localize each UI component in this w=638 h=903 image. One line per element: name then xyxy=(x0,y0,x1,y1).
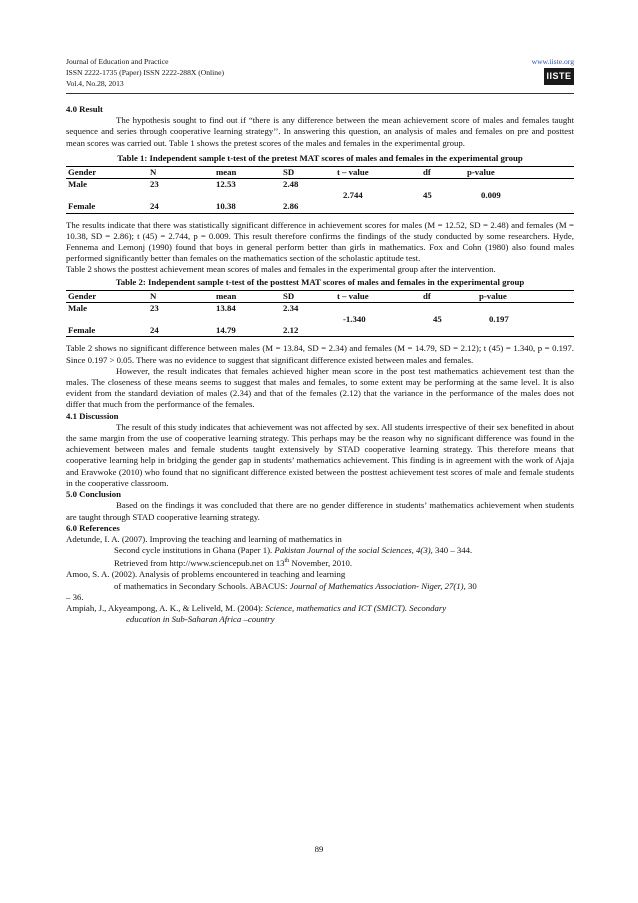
ref1-line2 xyxy=(66,545,574,556)
table-cell: 2.86 xyxy=(281,201,335,213)
ref1-line3 xyxy=(66,556,574,569)
journal-url-link[interactable]: www.iiste.org xyxy=(531,57,574,66)
table-row xyxy=(66,302,574,314)
table1-header-mean: mean xyxy=(214,166,281,178)
journal-name: Journal of Education and Practice xyxy=(66,57,169,66)
table1-caption: Table 1: Independent sample t-test of the pretest MAT scores of males and females in the experimental group xyxy=(117,152,523,163)
result-heading: 4.0 Result xyxy=(66,104,103,114)
table-cell: 14.79 xyxy=(214,325,281,337)
table2-header-df: df xyxy=(421,290,465,302)
table2-results-paragraph: Table 2 shows no significant difference between males (M = 13.84, SD = 2.34) and females (M = 14.79, SD = 2.12); t (45) = 1.340, p = 0.197. Since 0.197 > 0.05. There was no evidence to suggest that significant difference existed between males and females. xyxy=(66,343,574,365)
ref1-pages: 340 – 344. xyxy=(432,545,473,556)
page-header xyxy=(66,56,574,89)
table-row xyxy=(66,179,574,191)
reference-item xyxy=(66,603,574,625)
table1-df: 45 xyxy=(423,190,432,201)
table2-caption: Table 2: Independent sample t-test of the posttest MAT scores of males and females in the experimental group xyxy=(115,276,525,287)
table1-t-value: 2.744 xyxy=(343,190,363,201)
volume-text: Vol.4, No.28, 2013 xyxy=(66,79,124,88)
table-cell: 2.34 xyxy=(283,302,299,313)
table2-header-t-value: t – value xyxy=(335,290,421,302)
ref2-text: of mathematics in Secondary Schools. ABACUS: xyxy=(114,580,290,591)
ref2-journal: Journal of Mathematics Association- Niger, 27(1), xyxy=(289,580,466,591)
article-body xyxy=(66,104,574,625)
table2-header-mean: mean xyxy=(214,290,281,302)
results-paragraph: The results indicate that there was statistically significant difference in achievement scores for males (M = 12.52, SD = 2.48) and females (M = 10.38, SD = 2.86); t (45) = 2.744, p = 0.009. This result therefore confirms the findings of the study conducted by some researchers. Hyde, Fennema and Lemonj (1990) found that boys in general perform better than girls in mathematics. Fox and Cohn (1980) also found males performed significantly better than females on the mathematics section of the scholastic aptitude test. xyxy=(66,219,574,264)
table-cell: 13.84 xyxy=(216,302,236,313)
table-cell: 24 xyxy=(148,201,214,213)
iiste-logo: IISTE xyxy=(544,68,574,85)
ref3-authors: Ampiah, J., Akyeampong, A. K., & Leliveld, M. (2004): xyxy=(66,603,266,614)
table-cell: 23 xyxy=(150,302,159,313)
table2-t-value: -1.340 xyxy=(343,314,366,325)
ref1-retrieved: Retrieved from http://www.sciencepub.net on 13 xyxy=(114,558,285,569)
table-cell: 2.12 xyxy=(281,325,335,337)
conclusion-heading: 5.0 Conclusion xyxy=(66,489,121,500)
table1-header-sd: SD xyxy=(281,166,335,178)
however-paragraph: However, the result indicates that females achieved higher mean score in the post test mathematics achievement test than the males. The closeness of these means seems to suggest that males and females, to some extent may be performing at the same level. It is also evident from the standard deviation of males (2.34) and that of the females (2.12) that the variance in the performance of the males does not differ that much from the performance of the females. xyxy=(66,365,574,410)
table1-header-df: df xyxy=(421,166,465,178)
table2-p-value: 0.197 xyxy=(489,314,509,325)
table1 xyxy=(66,166,574,214)
table-cell: Male xyxy=(68,302,87,313)
table-cell: Female xyxy=(66,201,148,213)
table2-df: 45 xyxy=(433,314,442,325)
header-divider xyxy=(66,93,574,94)
table2-header-gender: Gender xyxy=(66,290,148,302)
table-cell: 10.38 xyxy=(214,201,281,213)
discussion-heading: 4.1 Discussion xyxy=(66,410,119,421)
ref2-pages: 30 xyxy=(465,580,477,591)
page-number: 89 xyxy=(314,844,324,854)
table-cell: 23 xyxy=(150,179,159,190)
issn-text: ISSN 2222-1735 (Paper) ISSN 2222-288X (Online) xyxy=(66,68,224,77)
table1-header-gender: Gender xyxy=(66,166,148,178)
ref3-line2: education in Sub-Saharan Africa –country xyxy=(126,614,275,625)
table-row xyxy=(66,325,574,337)
table-row xyxy=(66,201,574,213)
table2 xyxy=(66,290,574,338)
ref1-journal: Pakistan Journal of the social Sciences, 4(3), xyxy=(274,545,433,556)
table-row xyxy=(66,190,574,201)
reference-item xyxy=(66,569,574,603)
ref3-line1 xyxy=(66,603,574,614)
ref1-sup: th xyxy=(284,558,290,565)
table1-header-n: N xyxy=(148,166,214,178)
ref1-text: Second cycle institutions in Ghana (Paper 1). xyxy=(114,545,275,556)
table2-header-n: N xyxy=(148,290,214,302)
table1-header-p-value: p-value xyxy=(465,166,574,178)
table2-header-sd: SD xyxy=(281,290,335,302)
table-cell: 12.53 xyxy=(216,179,236,190)
ref1-date: November, 2010. xyxy=(289,558,353,569)
table2-intro-paragraph: Table 2 shows the posttest achievement mean scores of males and females in the experimental group after the intervention. xyxy=(66,264,496,275)
conclusion-paragraph: Based on the findings it was concluded that there are no gender difference in students’ mathematics achievement when students are taught through STAD cooperative learning strategy. xyxy=(66,500,574,522)
table1-header-t-value: t – value xyxy=(335,166,421,178)
reference-item xyxy=(66,534,574,570)
ref1-line1: Adetunde, I. A. (2007). Improving the teaching and learning of mathematics in xyxy=(66,533,342,544)
ref2-line2 xyxy=(66,581,574,592)
discussion-paragraph: The result of this study indicates that achievement was not affected by sex. All students irrespective of their sex benefited in about the same margin from the use of cooperative learning strategy. This perhaps may be the reason why no significant difference was found in the achievement between males and female students taught extensively by STAD cooperative learning strategy. This therefore means that cooperative learning help in bridging the gender gap in students’ mathematics achievement. This finding is in agreement with the work of Ajaja and Eravwoke (2010) who found that no significant difference existed between the posttest achievement test scores of male and female students in the cooperative classroom. xyxy=(66,421,574,488)
table-row xyxy=(66,314,574,325)
table-cell: 24 xyxy=(148,325,214,337)
table-cell: 2.48 xyxy=(283,179,299,190)
references-heading: 6.0 References xyxy=(66,522,120,533)
table2-header-p-value: p-value xyxy=(465,290,574,302)
result-paragraph: The hypothesis sought to find out if “there is any difference between the mean achievement score of males and females taught sequence and series through cooperative learning strategy’’. In answering this question, an analysis of males and females on pre and posttest mean scores was carried out. Table 1 shows the pretest scores of the males and females in the experimental group. xyxy=(66,115,574,148)
table1-p-value: 0.009 xyxy=(481,190,501,201)
ref2-line1: Amoo, S. A. (2002). Analysis of problems encountered in teaching and learning xyxy=(66,569,346,580)
table-cell: Female xyxy=(66,325,148,337)
ref3-title: Science, mathematics and ICT (SMICT). Secondary xyxy=(265,603,447,614)
table-cell: Male xyxy=(68,179,87,190)
ref2-line3: – 36. xyxy=(66,591,84,602)
